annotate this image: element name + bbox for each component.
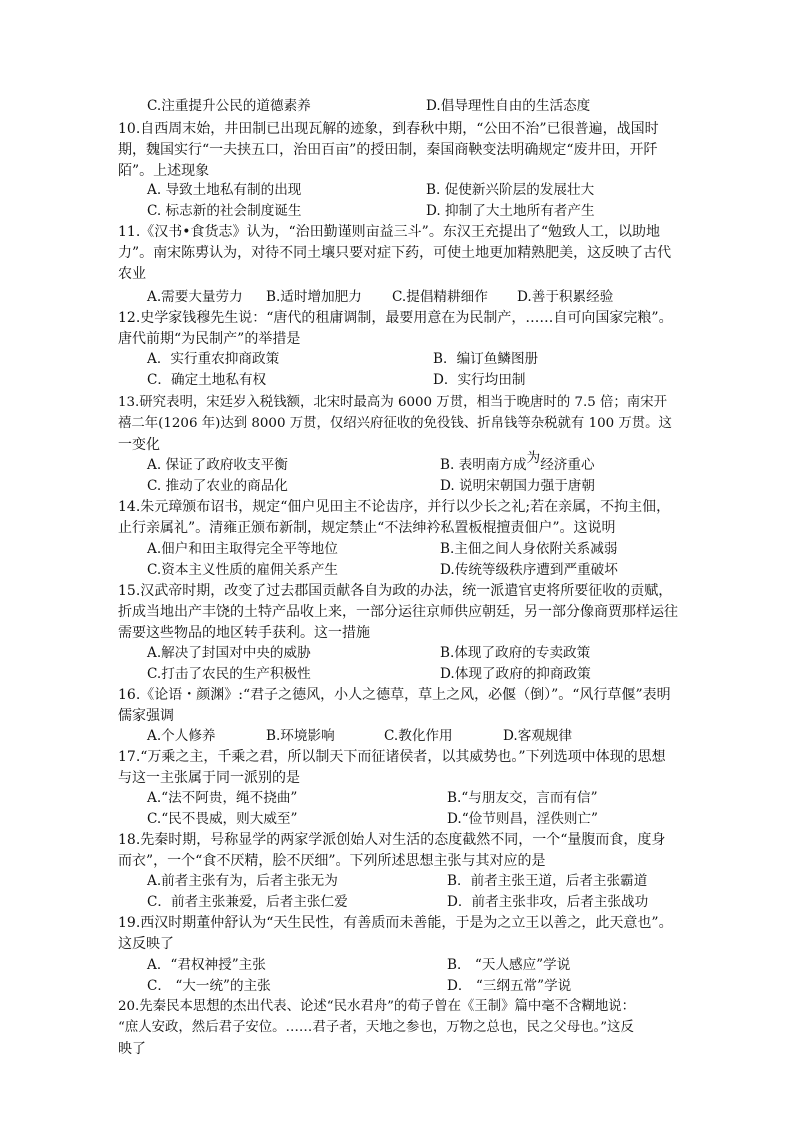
q10-option-d: D. 抑制了大土地所有者产生	[426, 203, 595, 219]
q14-option-c: C.资本主义性质的雇佣关系产生	[147, 562, 338, 578]
q15-stem-line-1: 15.汉武帝时期，改变了过去郡国贡献各自为政的办法，统一派遣官吏将所要征收的贡赋，	[118, 583, 673, 599]
q13-option-b-text-2: 经济重心	[540, 457, 595, 473]
q18-option-b: B．前者主张王道，后者主张霸道	[447, 873, 648, 889]
q19-stem-line-2: 这反映了	[118, 936, 174, 952]
q19-stem-line-1: 19.西汉时期董仲舒认为“天生民性，有善质而未善能，于是为之立王以善之，此天意也”。	[118, 915, 673, 931]
q18-option-d: D．前者主张非攻，后者主张战功	[447, 894, 649, 910]
q13-option-c: C. 推动了农业的商品化	[147, 478, 288, 494]
q19-option-d: D． “三纲五常”学说	[447, 978, 572, 994]
q16-option-b: B.环境影响	[266, 728, 335, 744]
q17-option-c: C.“民不畏威，则大威至”	[147, 811, 298, 827]
q17-stem-line-1: 17.“万乘之主，千乘之君，所以制天下而征诸侯者，以其威势也。”下列选项中体现的思想	[118, 749, 666, 765]
q12-stem-line-1: 12.史学家钱穆先生说：“唐代的租庸调制，最要用意在为民制产，……自可向国家完粮”。	[118, 310, 673, 326]
q12-option-d: D．实行均田制	[433, 372, 526, 388]
q14-option-b: B.主佃之间人身依附关系减弱	[440, 541, 618, 557]
q10-option-c: C. 标志新的社会制度诞生	[147, 203, 302, 219]
q11-option-b: B.适时增加肥力	[266, 289, 362, 305]
q15-stem-line-2: 折成当地出产丰饶的土特产品收上来，一部分运往京师供应朝廷，另一部分像商贾那样运往	[118, 604, 678, 620]
q16-option-a: A.个人修养	[147, 728, 216, 744]
q12-option-a: A．实行重农抑商政策	[147, 351, 280, 367]
q17-option-a: A.“法不阿贵，绳不挠曲”	[147, 790, 298, 806]
q12-option-c: C．确定土地私有权	[147, 372, 267, 388]
q17-stem-line-2: 与这一主张属于同一派别的是	[118, 770, 300, 786]
q16-option-c: C.教化作用	[384, 728, 453, 744]
q12-stem-line-2: 唐代前期“为民制产”的举措是	[118, 331, 301, 347]
q19-option-a: A．“君权神授”主张	[147, 957, 266, 973]
q11-stem-line-1: 11.《汉书•食货志》认为，“治田勤谨则亩益三斗”。东汉王充提出了“勉致人工，以助地	[118, 224, 660, 240]
q13-option-b	[440, 450, 595, 476]
q11-option-d: D.善于积累经验	[517, 289, 614, 305]
q15-option-b: B.体现了政府的专卖政策	[440, 645, 591, 661]
q15-stem-line-3: 需要这些物品的地区转手获利。这一措施	[118, 625, 370, 641]
q10-option-b: B. 促使新兴阶层的发展壮大	[426, 182, 595, 198]
q16-stem-line-1: 16.《论语・颜渊》:“君子之德风，小人之德草，草上之风，必偃（倒）”。“风行草偃”表明	[118, 687, 671, 703]
q10-stem-line-2: 期，魏国实行“一夫挟五口，治田百亩”的授田制，秦国商鞅变法明确规定“废井田，开阡	[118, 142, 658, 158]
q13-option-b-text-1: B. 表明南方成	[440, 457, 527, 473]
q12-option-b: B．编订鱼鳞图册	[433, 351, 539, 367]
q13-option-d: D. 说明宋朝国力强于唐朝	[440, 478, 595, 494]
q10-option-a: A. 导致土地私有制的出现	[147, 182, 302, 198]
q18-option-a: A.前者主张有为，后者主张无为	[147, 873, 338, 889]
q10-stem-line-3: 陌”。上述现象	[118, 163, 210, 179]
q11-option-a: A.需要大量劳力	[147, 289, 243, 305]
q19-option-c: C． “大一统”的主张	[147, 978, 271, 994]
q11-stem-line-2: 力”。南宋陈旉认为，对待不同土壤只要对症下药，可使土地更加精熟肥美，这反映了古代	[118, 245, 672, 261]
q15-option-a: A.解决了封国对中央的威胁	[147, 645, 311, 661]
q14-option-d: D.传统等级秩序遭到严重破坏	[440, 562, 618, 578]
q17-option-b: B.“与朋友交，言而有信”	[447, 790, 598, 806]
q11-stem-line-3: 农业	[118, 266, 146, 282]
q13-option-b-superscript: 为	[526, 450, 541, 466]
q18-option-c: C．前者主张兼爱，后者主张仁爱	[147, 894, 348, 910]
q13-option-a: A. 保证了政府收支平衡	[147, 457, 288, 473]
q15-option-d: D.体现了政府的抑商政策	[440, 666, 591, 682]
q11-option-c: C.提倡精耕细作	[392, 289, 488, 305]
q20-stem-line-2: “庶人安政，然后君子安位。……君子者，天地之参也，万物之总也，民之父母也。”这反	[118, 1020, 634, 1035]
q13-stem-line-2: 禧二年(1206 年)达到 8000 万贯，仅绍兴府征收的免役钱、折帛钱等杂税就有 100 万贯。这	[118, 416, 672, 431]
q10-stem-line-1: 10.自西周末始，井田制已出现瓦解的迹象，到春秋中期，“公田不治”已很普遍，战国时	[118, 121, 659, 137]
q20-stem-line-1: 20.先秦民本思想的杰出代表、论述“民水君舟”的荀子曾在《王制》篇中毫不含糊地说：	[118, 999, 636, 1014]
q14-stem-line-1: 14.朱元璋颁布诏书，规定“佃户见田主不论齿序，并行以少长之礼;若在亲属，不拘主佃，	[118, 499, 671, 515]
q13-stem-line-3: 一变化	[118, 437, 160, 453]
q17-option-d: D.“俭节则昌，淫佚则亡”	[447, 811, 598, 827]
q14-option-a: A.佃户和田主取得完全平等地位	[147, 541, 338, 557]
q18-stem-line-2: 而衣”，一个“食不厌精，脍不厌细”。下列所述思想主张与其对应的是	[118, 853, 546, 869]
q9-option-d: D.倡导理性自由的生活态度	[426, 98, 591, 114]
q9-option-c: C.注重提升公民的道德素养	[147, 98, 311, 114]
q19-option-b: B． “天人感应”学说	[447, 957, 571, 973]
q15-option-c: C.打击了农民的生产积极性	[147, 666, 311, 682]
q18-stem-line-1: 18.先秦时期，号称显学的两家学派创始人对生活的态度截然不同，一个“量腹而食，度身	[118, 832, 666, 848]
q14-stem-line-2: 止行亲属礼”。清雍正颁布新制，规定禁止“不法绅衿私置板棍擅责佃户”。这说明	[118, 520, 616, 536]
q20-stem-line-3: 映了	[118, 1041, 146, 1057]
q16-stem-line-2: 儒家强调	[118, 708, 174, 724]
q13-stem-line-1: 13.研究表明，宋廷岁入税钱额，北宋时最高为 6000 万贯，相当于晚唐时的 7.5 倍；南宋开	[118, 395, 667, 410]
q16-option-d: D.客观规律	[503, 728, 573, 744]
